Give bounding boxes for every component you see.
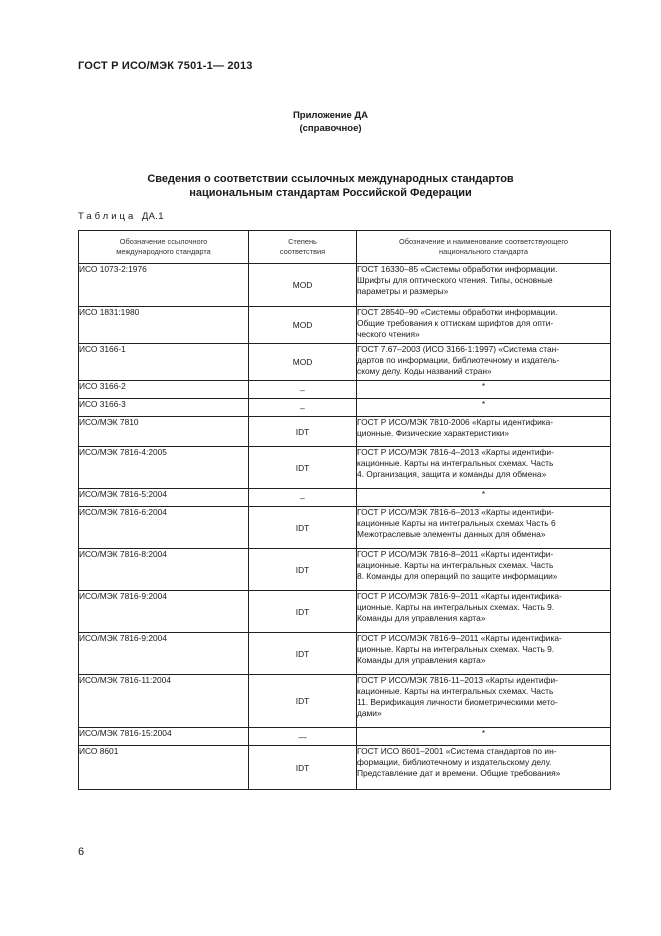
column-header-line: соответствия [279, 247, 326, 256]
correspondence-degree-cell: – [249, 489, 357, 507]
national-standard-line: Общие требования к оттискам шрифтов для опти- [357, 318, 554, 328]
table-row [79, 746, 611, 790]
national-standard-line: 11. Верификация личности биометрическими мето- [357, 697, 558, 707]
national-standard-cell [357, 746, 611, 790]
annex-heading [0, 109, 661, 135]
national-standard-line: ГОСТ ИСО 8601–2001 «Система стандартов по ин- [357, 746, 557, 756]
national-standard-cell [357, 507, 611, 549]
table-row [79, 549, 611, 591]
table-row [79, 264, 611, 307]
correspondence-degree-cell: MOD [249, 344, 357, 381]
national-standard-line: * [481, 728, 486, 738]
national-standard-line: кационные Карты на интегральных схемах Часть 6 [357, 518, 556, 528]
national-standard-line: Представление дат и времени. Общие требования» [357, 768, 561, 778]
national-standard-cell [357, 264, 611, 307]
correspondence-degree-cell: IDT [249, 746, 357, 790]
column-header-line: Обозначение ссылочного [119, 237, 208, 246]
national-standard-line: ГОСТ Р ИСО/МЭК 7816-11–2013 «Карты идентифи- [357, 675, 558, 685]
national-standard-line: Команды для управления карта» [357, 655, 486, 665]
correspondence-degree-cell: IDT [249, 447, 357, 489]
table-body [79, 264, 611, 790]
national-standard-cell [357, 417, 611, 447]
correspondence-degree-cell: MOD [249, 307, 357, 344]
national-standard-cell [357, 728, 611, 746]
table-row [79, 381, 611, 399]
table-header-row [79, 231, 611, 264]
national-standard-line: Межотраслевые элементы данных для обмена» [357, 529, 546, 539]
correspondence-degree-cell: MOD [249, 264, 357, 307]
table-row [79, 728, 611, 746]
table-row [79, 489, 611, 507]
national-standard-line: ГОСТ Р ИСО/МЭК 7816-4–2013 «Карты идентифи- [357, 447, 554, 457]
international-standard-cell: ИСО/МЭК 7816-9:2004 [79, 633, 249, 675]
international-standard-cell: ИСО 3166-3 [79, 399, 249, 417]
section-title [0, 172, 661, 200]
national-standard-line: 8. Команды для операций по защите информации» [357, 571, 558, 581]
correspondence-degree-cell: IDT [249, 549, 357, 591]
international-standard-cell: ИСО/МЭК 7816-6:2004 [79, 507, 249, 549]
national-standard-line: ционные. Карты на интегральных схемах. Часть 9. [357, 644, 555, 654]
correspondence-degree-cell: IDT [249, 633, 357, 675]
table-row [79, 591, 611, 633]
column-header-degree [249, 231, 357, 264]
correspondence-degree-cell: — [249, 728, 357, 746]
national-standard-line: 4. Организация, защита и команды для обмена» [357, 469, 547, 479]
table-caption-number: ДА.1 [141, 211, 164, 222]
international-standard-cell: ИСО 8601 [79, 746, 249, 790]
national-standard-line: ционные. Карты на интегральных схемах. Часть 9. [357, 602, 555, 612]
national-standard-line: кационные. Карты на интегральных схемах. Часть [357, 458, 554, 468]
international-standard-cell: ИСО/МЭК 7816-11:2004 [79, 675, 249, 728]
national-standard-line: формации, библиотечному и издательскому делу. [357, 757, 552, 767]
correspondence-degree-cell: IDT [249, 507, 357, 549]
national-standard-cell [357, 344, 611, 381]
national-standard-line: ческого чтения» [357, 329, 420, 339]
annex-subtitle: (справочное) [299, 123, 362, 134]
national-standard-line: параметры и размеры» [357, 286, 449, 296]
column-header-standard [79, 231, 249, 264]
national-standard-line: кационные. Карты на интегральных схемах. Часть [357, 686, 554, 696]
correspondence-degree-cell: IDT [249, 591, 357, 633]
section-title-line-2: национальным стандартам Российской Федерации [189, 187, 472, 199]
national-standard-cell [357, 549, 611, 591]
column-header-line: международного стандарта [116, 247, 211, 256]
national-standard-cell [357, 399, 611, 417]
table-row [79, 675, 611, 728]
national-standard-cell [357, 381, 611, 399]
national-standard-line: ГОСТ 16330–85 «Системы обработки информации. [357, 264, 558, 274]
column-header-line: Обозначение и наименование соответствующего [398, 237, 569, 246]
national-standard-line: ГОСТ Р ИСО/МЭК 7816-6–2013 «Карты идентифи- [357, 507, 554, 517]
national-standard-line: ГОСТ Р ИСО/МЭК 7816-9–2011 «Карты идентифика- [357, 633, 562, 643]
national-standard-cell [357, 447, 611, 489]
national-standard-line: кационные. Карты на интегральных схемах. Часть [357, 560, 554, 570]
international-standard-cell: ИСО/МЭК 7810 [79, 417, 249, 447]
national-standard-line: * [481, 489, 486, 499]
national-standard-line: скому делу. Коды названий стран» [357, 366, 492, 376]
table-row [79, 507, 611, 549]
international-standard-cell: ИСО/МЭК 7816-15:2004 [79, 728, 249, 746]
section-title-line-1: Сведения о соответствии ссылочных международных стандартов [147, 173, 514, 185]
document-header: ГОСТ Р ИСО/МЭК 7501-1— 2013 [78, 60, 253, 72]
table-row [79, 417, 611, 447]
national-standard-line: дами» [357, 708, 382, 718]
national-standard-line: дартов по информации, библиотечному и издатель- [357, 355, 560, 365]
table-caption [78, 211, 164, 222]
international-standard-cell: ИСО/МЭК 7816-9:2004 [79, 591, 249, 633]
table-row [79, 307, 611, 344]
international-standard-cell: ИСО 3166-2 [79, 381, 249, 399]
national-standard-line: ционные. Физические характеристики» [357, 428, 510, 438]
national-standard-cell [357, 591, 611, 633]
national-standard-line: * [481, 399, 486, 409]
international-standard-cell: ИСО 1073-2:1976 [79, 264, 249, 307]
national-standard-line: ГОСТ Р ИСО/МЭК 7816-9–2011 «Карты идентифика- [357, 591, 562, 601]
table-row [79, 399, 611, 417]
national-standard-cell [357, 489, 611, 507]
table-row [79, 447, 611, 489]
national-standard-line: Команды для управления карта» [357, 613, 486, 623]
national-standard-cell [357, 633, 611, 675]
table-caption-label: Таблица [78, 211, 137, 222]
national-standard-line: ГОСТ Р ИСО/МЭК 7810-2006 «Карты идентифика- [357, 417, 554, 427]
international-standard-cell: ИСО/МЭК 7816-5:2004 [79, 489, 249, 507]
national-standard-line: Шрифты для оптического чтения. Типы, основные [357, 275, 553, 285]
correspondence-degree-cell: IDT [249, 417, 357, 447]
national-standard-cell [357, 675, 611, 728]
column-header-line: Степень [288, 237, 317, 246]
page-number: 6 [78, 846, 85, 858]
international-standard-cell: ИСО 1831:1980 [79, 307, 249, 344]
correspondence-degree-cell: – [249, 399, 357, 417]
international-standard-cell: ИСО/МЭК 7816-8:2004 [79, 549, 249, 591]
international-standard-cell: ИСО 3166-1 [79, 344, 249, 381]
column-header-national-standard [357, 231, 611, 264]
table-row [79, 344, 611, 381]
national-standard-cell [357, 307, 611, 344]
international-standard-cell: ИСО/МЭК 7816-4:2005 [79, 447, 249, 489]
national-standard-line: ГОСТ 7.67–2003 (ИСО 3166-1:1997) «Система стан- [357, 344, 560, 354]
national-standard-line: ГОСТ 28540–90 «Системы обработки информации. [357, 307, 558, 317]
national-standard-line: ГОСТ Р ИСО/МЭК 7816-8–2011 «Карты идентифи- [357, 549, 554, 559]
column-header-line: национального стандарта [439, 247, 528, 256]
correspondence-table [78, 230, 611, 790]
national-standard-line: * [481, 381, 486, 391]
correspondence-degree-cell: – [249, 381, 357, 399]
annex-title: Приложение ДА [292, 110, 369, 121]
correspondence-degree-cell: IDT [249, 675, 357, 728]
table-row [79, 633, 611, 675]
